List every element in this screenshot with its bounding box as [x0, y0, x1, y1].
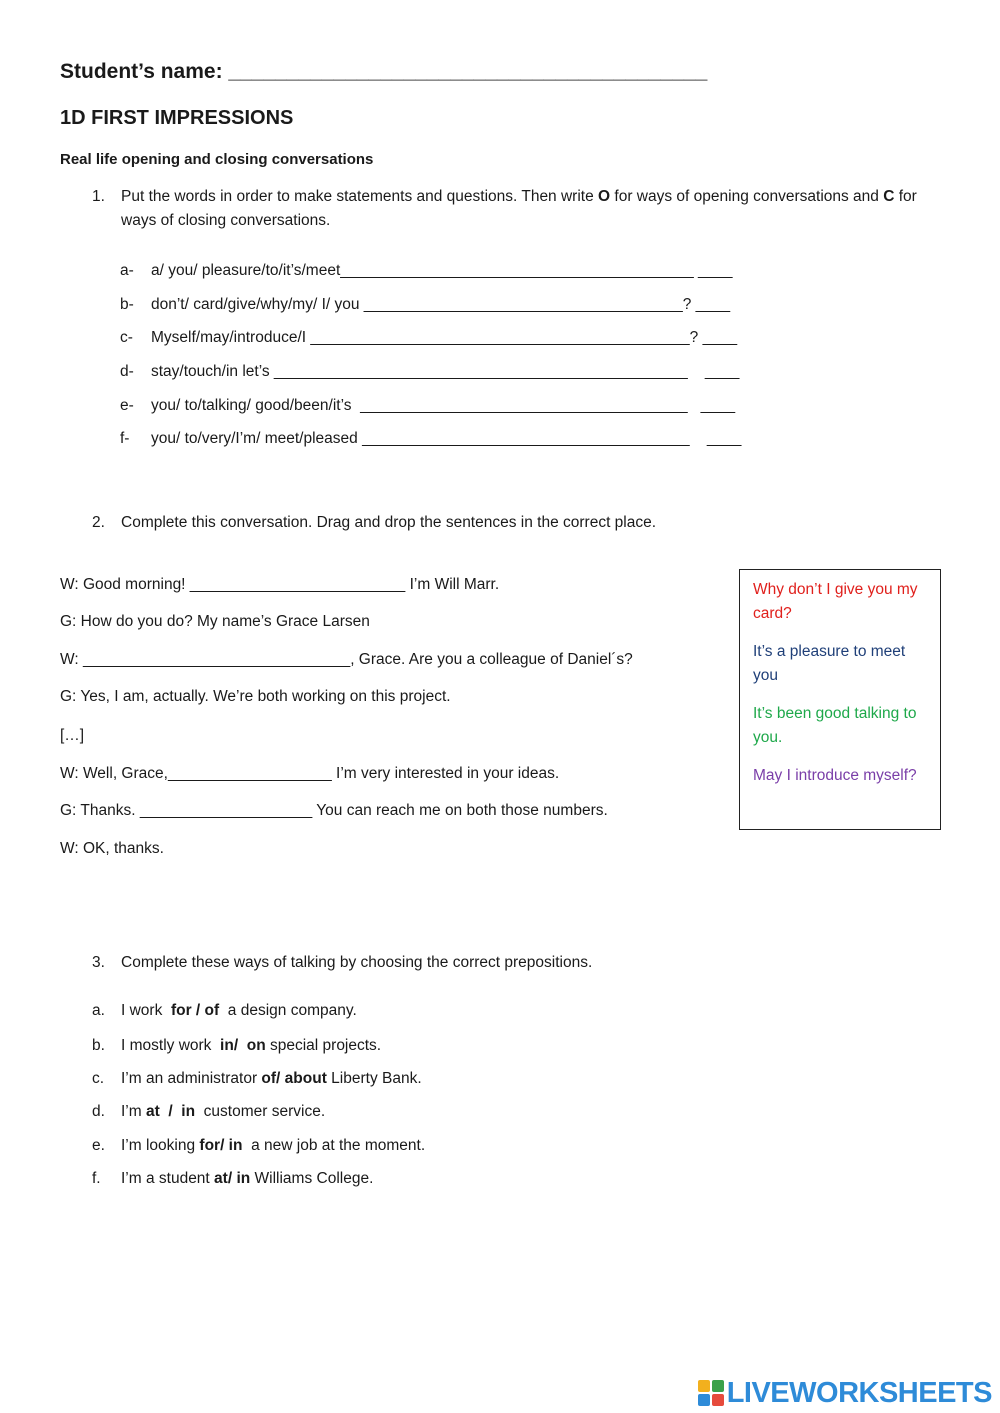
student-name-label: Student’s name: _________________________________________ [60, 60, 708, 83]
exercise3-item: b. I mostly work in/ on special projects. [92, 1037, 382, 1054]
conversation-line: G: Thanks. ____________________ You can reach me on both those numbers. [60, 802, 608, 819]
exercise1-number: 1. [92, 188, 105, 205]
drag-option[interactable]: It’s a pleasure to meet you [753, 643, 906, 684]
exercise3-item: f. I’m a student at/ in Williams College. [92, 1170, 374, 1187]
exercise1-instruction [92, 185, 942, 233]
preposition-choice[interactable]: for / of [166, 1002, 224, 1019]
exercise3-item: d. I’m at / in customer service. [92, 1103, 326, 1120]
exercise1-item[interactable]: c- Myself/may/introduce/I ____________________________________________? ____ [120, 329, 738, 346]
exercise3-item: c. I’m an administrator of/ about Liberty Bank. [92, 1070, 422, 1087]
section-title: 1D FIRST IMPRESSIONS [60, 107, 294, 129]
preposition-choice[interactable]: of/ about [261, 1070, 327, 1087]
liveworksheets-logo-icon [698, 1380, 724, 1406]
preposition-choice[interactable]: in/ on [215, 1037, 266, 1054]
exercise1-item[interactable]: f- you/ to/very/I’m/ meet/pleased ______________________________________ ____ [120, 430, 742, 447]
conversation-line: W: Well, Grace,___________________ I’m very interested in your ideas. [60, 765, 560, 782]
liveworksheets-logo-text: LIVEWORKSHEETS [726, 1376, 992, 1409]
exercise1-item[interactable]: d- stay/touch/in let’s ________________________________________________ ____ [120, 363, 740, 380]
drag-options-box [739, 569, 941, 830]
closing-marker: C [883, 188, 895, 205]
preposition-choice[interactable]: for/ in [199, 1137, 243, 1154]
drag-option[interactable]: It’s been good talking to you. [753, 705, 917, 746]
opening-marker: O [598, 188, 611, 205]
exercise3-number: 3. [92, 954, 105, 971]
exercise2-number: 2. [92, 514, 105, 531]
conversation-line: G: How do you do? My name’s Grace Larsen [60, 613, 370, 630]
exercise3-instruction: 3. Complete these ways of talking by choosing the correct prepositions. [92, 951, 942, 975]
liveworksheets-logo[interactable] [698, 1378, 992, 1408]
conversation-line: W: _______________________________, Grace. Are you a colleague of Daniel´s? [60, 651, 633, 668]
conversation-line: G: Yes, I am, actually. We’re both working on this project. [60, 688, 451, 705]
drag-option[interactable]: Why don’t I give you my card? [753, 581, 918, 622]
conversation-line: W: Good morning! _________________________ I’m Will Marr. [60, 576, 500, 593]
conversation-line: […] [60, 727, 85, 744]
exercise1-item[interactable]: e- you/ to/talking/ good/been/it’s ______________________________________ ____ [120, 397, 736, 414]
preposition-choice[interactable]: at / in [145, 1103, 200, 1120]
exercise2-instruction: 2. Complete this conversation. Drag and drop the sentences in the correct place. [92, 511, 942, 535]
conversation-line: W: OK, thanks. [60, 840, 164, 857]
section-subtitle: Real life opening and closing conversations [60, 151, 374, 168]
exercise3-item: e. I’m looking for/ in a new job at the moment. [92, 1137, 426, 1154]
exercise1-item[interactable]: a- a/ you/ pleasure/to/it’s/meet_________________________________________ ____ [120, 262, 733, 279]
exercise1-instruction-text: Put the words in order to make statements and questions. Then write O for ways of opening conversations and C for ways of closing conversations. [121, 188, 917, 229]
drag-option[interactable]: May I introduce myself? [753, 767, 917, 784]
preposition-choice[interactable]: at/ in [214, 1170, 251, 1187]
exercise3-item: a. I work for / of a design company. [92, 1002, 357, 1019]
exercise1-item[interactable]: b- don’t/ card/give/why/my/ I/ you _____________________________________? ____ [120, 296, 731, 313]
